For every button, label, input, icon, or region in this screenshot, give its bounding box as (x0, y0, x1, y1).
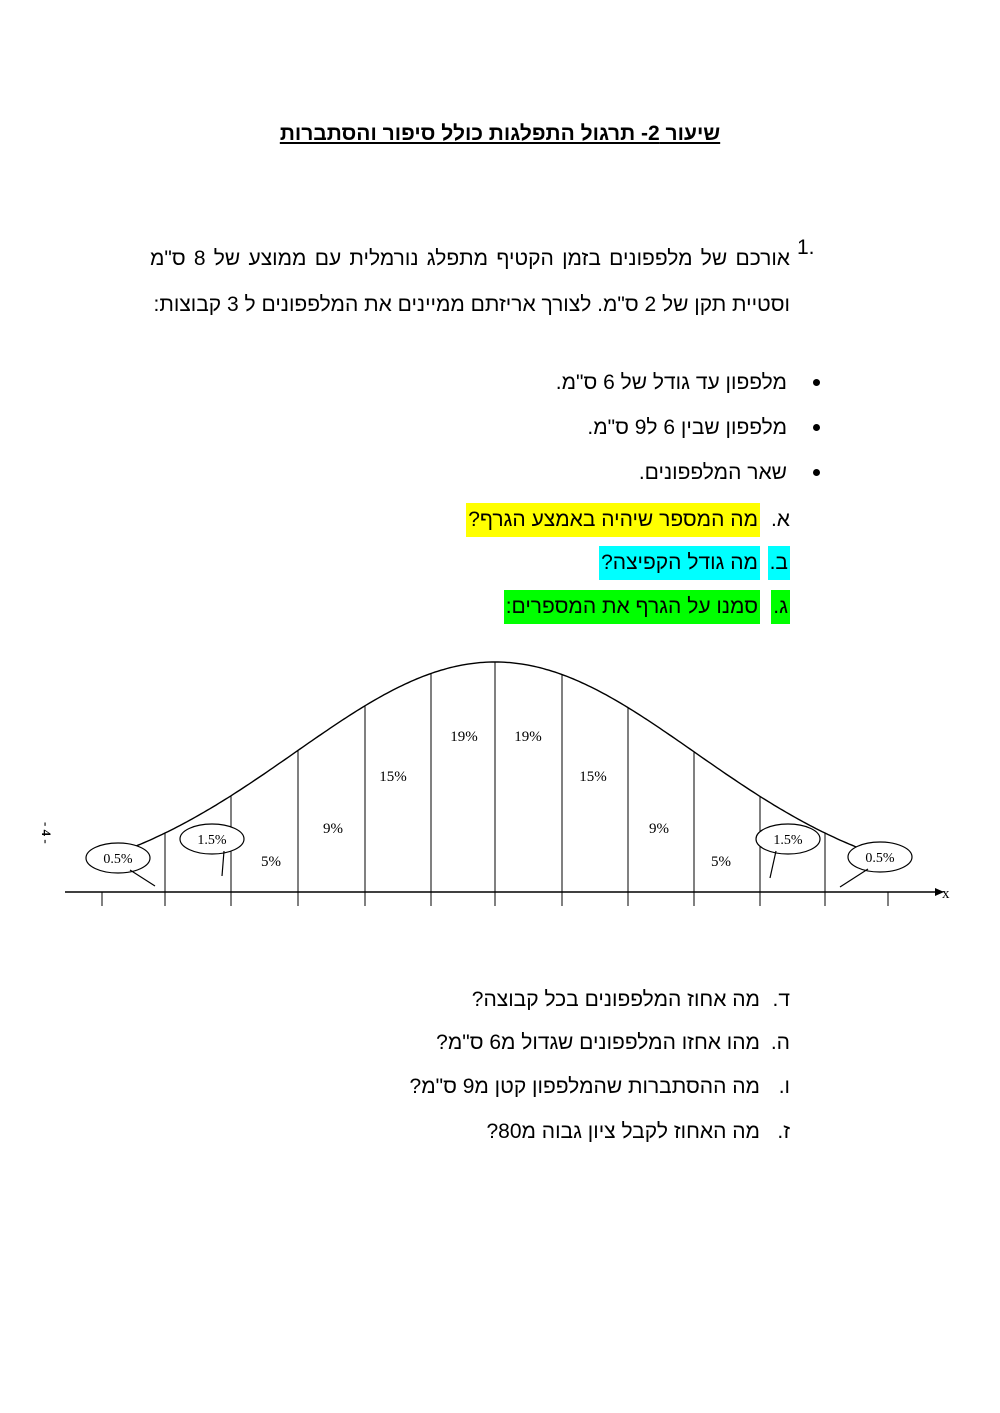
callout-label: 0.5% (865, 851, 895, 866)
page-title: שיעור 2- תרגול התפלגות כולל סיפור והסתברות (279, 122, 721, 145)
band-label: 19% (450, 729, 478, 745)
question-number: 1. (797, 236, 815, 259)
callout-label: 0.5% (103, 852, 133, 867)
bullet-icon (813, 424, 820, 431)
bullet-icon (813, 469, 820, 476)
subquestion-b: ב. מה גודל הקפיצה? (300, 543, 790, 583)
callout-label: 1.5% (773, 833, 803, 848)
page-number: - 4 - (39, 822, 54, 844)
group-list (300, 360, 820, 495)
callout-pointer (222, 851, 224, 876)
list-item: מלפפון שבין 6 ל9 ס"מ. (300, 405, 820, 450)
chart-layer (39, 662, 950, 906)
band-label: 5% (711, 854, 731, 870)
band-label: 15% (579, 769, 607, 785)
list-item: שאר המלפפונים. (300, 450, 820, 495)
callout-pointer (770, 851, 776, 878)
band-label: 9% (649, 821, 669, 837)
callout-label: 1.5% (197, 833, 227, 848)
list-item: מלפפון עד גודל של 6 ס"מ. (300, 360, 820, 405)
band-label: 15% (379, 769, 407, 785)
band-label: 19% (514, 729, 542, 745)
subquestion-f: ו. מה ההסתברות שהמלפפון קטן מ9 ס"מ? (409, 1075, 790, 1098)
x-axis-label: x (942, 886, 950, 902)
band-label: 9% (323, 821, 343, 837)
subquestion-c: ג. סמנו על הגרף את המספרים: (300, 587, 790, 627)
subquestion-a: א. מה המספר שיהיה באמצע הגרף? (300, 500, 790, 540)
question-1-text: אורכם של מלפפונים בזמן הקטיף מתפלג נורמלית עם ממוצע של 8 ס"מ וסטיית תקן של 2 ס"מ. לצורך אריזתם ממיינים את המלפפונים ל 3 קבוצות: (150, 247, 790, 316)
subquestion-g: ז. מה האחוז לקבל ציון גבוה מ80? (486, 1120, 790, 1143)
subquestion-d: ד. מה אחוז המלפפונים בכל קבוצה? (471, 988, 790, 1011)
bullet-icon (813, 379, 820, 386)
band-label: 5% (261, 854, 281, 870)
normal-distribution-chart (30, 640, 970, 915)
callout-pointer (840, 869, 868, 887)
callout-pointer (130, 870, 155, 886)
subquestion-e: ה. מהו אחזו המלפפונים שגדול מ6 ס"מ? (436, 1031, 790, 1054)
